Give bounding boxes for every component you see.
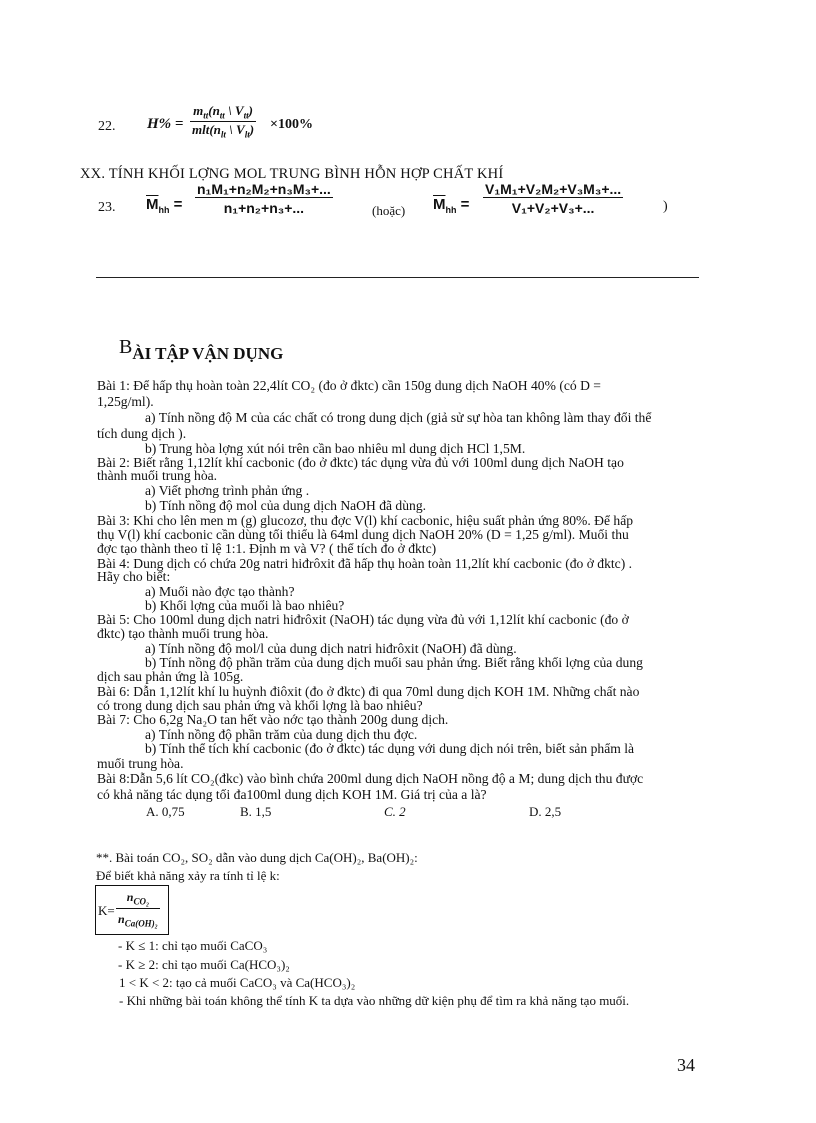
formula-23-close-paren: ) (663, 199, 668, 214)
option-d: D. 2,5 (529, 804, 562, 819)
k-numerator: $n_{CO_2}$ (116, 890, 160, 909)
k-fraction (116, 890, 160, 929)
exercise-line: a) Muối nào đợc tạo thành? (145, 584, 295, 599)
exercise-line: tích dung dịch ). (97, 426, 187, 441)
exercise-heading: BÀI TẬP VẬN DỤNG (119, 336, 284, 363)
exercise-line: thành muối trung hòa. (97, 468, 218, 483)
exercise-line: b) Tính thể tích khí cacbonic (đo ở đktc) tác dụng với dung dịch nói trên, biết sản phẩm là (145, 741, 635, 756)
exercise-line: a) Tính nồng độ mol/l của dung dịch natri hiđrôxit (NaOH) đã dùng. (145, 641, 517, 656)
exercise-line: Bài 4: Dung dịch có chứa 20g natri hiđrôxit đã hấp thụ hoàn toàn 11,2lít khí cacbonic (đo ở đktc) . (97, 556, 633, 571)
exercise-line: b) Tính nồng độ mol của dung dịch NaOH đã dùng. (145, 498, 427, 513)
exercise-line: Bài 7: Cho 6,2g Na₂O tan hết vào nớc tạo thành 200g dung dịch. (97, 712, 449, 727)
formula-22-fraction (190, 103, 256, 139)
exercise-line: thụ V(l) khí cacbonic cần dùng tối thiểu là 64ml dung dịch NaOH 20% (D = 1,25 g/ml). Muối thu (97, 527, 629, 542)
exercise-line: Hãy cho biết: (97, 569, 171, 584)
exercise-line: Bài 6: Dẫn 1,12lít khí lu huỳnh điôxit (đo ở đktc) đi qua 70ml dung dịch KOH 1M. Những chất nào (97, 684, 640, 699)
rule-2: - K ≥ 2: chỉ tạo muối Ca(HCO₃)₂ (118, 957, 290, 972)
exercise-line: b) Khối lợng của muối là bao nhiêu? (145, 598, 345, 613)
exercise-line: b) Tính nồng độ phần trăm của dung dịch muối sau phản ứng. Biết rằng khối lợng của dung (145, 655, 643, 670)
option-a: A. 0,75 (146, 804, 185, 819)
formula-22-lhs: H% = (147, 116, 184, 132)
exercise-line: muối trung hòa. (97, 756, 184, 771)
formula-23-frac1-denominator: n₁+n₂+n₃+... (223, 200, 305, 216)
note-intro: Để biết khả năng xảy ra tính tỉ lệ k: (96, 868, 280, 883)
exercise-line: Bài 8:Dẫn 5,6 lít CO₂(đkc) vào bình chứa 200ml dung dịch NaOH nồng độ a M; dung dịch thu được (97, 771, 644, 786)
formula-22-denominator: $mlt(n_{lt}$ \ $V_{lt}$) (192, 121, 255, 140)
exercise-line: a) Tính nồng độ phần trăm của dung dịch thu đợc. (145, 727, 418, 742)
formula-23-fraction-1 (195, 181, 333, 216)
rule-1: - K ≤ 1: chỉ tạo muối CaCO₃ (118, 938, 268, 953)
formula-23-lhs: $\overline{M}_{hh}$ = (146, 196, 183, 215)
exercise-line: a) Viết phơng trình phản ứng . (145, 483, 310, 498)
section-divider (96, 277, 699, 278)
exercise-line: có trong dung dịch sau phản ứng và khối lợng là bao nhiêu? (97, 698, 423, 713)
exercise-line: đktc) tạo thành muối trung hòa. (97, 626, 269, 641)
option-b: B. 1,5 (240, 804, 272, 819)
exercise-line: Bài 1: Để hấp thụ hoàn toàn 22,4lít CO₂ (đo ở đktc) cần 150g dung dịch NaOH 40% (có D = (97, 378, 601, 393)
k-ratio-box (95, 885, 169, 935)
formula-23-frac2-numerator: V₁M₁+V₂M₂+V₃M₃+... (485, 181, 622, 197)
rule-3: 1 < K < 2: tạo cả muối CaCO₃ và Ca(HCO₃)₂ (119, 975, 356, 990)
formula-22-number: 22. (98, 119, 116, 134)
rule-4: - Khi những bài toán không thể tính K ta dựa vào những dữ kiện phụ để tìm ra khả năng tạo muối. (119, 993, 630, 1008)
formula-22-numerator: $m_{tt}(n_{tt}$ \ $V_{tt}$) (190, 103, 256, 122)
k-denominator: $n_{Ca(OH)_2}$ (118, 912, 158, 929)
exercise-line: Bài 5: Cho 100ml dung dịch natri hiđrôxit (NaOH) tác dụng vừa đủ với 1,12lít khí cacbonic (đo ở (97, 612, 629, 627)
exercise-line: Bài 3: Khi cho lên men m (g) glucozơ, thu đợc V(l) khí cacbonic, hiệu suất phản ứng 80%. Để hấp (97, 513, 634, 528)
formula-23-frac2-denominator: V₁+V₂+V₃+... (511, 200, 595, 216)
exercise-line: có khả năng tác dụng tối đa100ml dung dịch KOH 1M. Giá trị của a là? (97, 787, 487, 802)
exercise-line: b) Trung hòa lợng xút nói trên cần bao nhiêu ml dung dịch HCl 1,5M. (145, 441, 526, 456)
page-number: 34 (677, 1055, 695, 1075)
exercise-line: đợc tạo thành theo tỉ lệ 1:1. Định m và V? ( thể tích đo ở đktc) (97, 541, 437, 556)
formula-23-number: 23. (98, 200, 116, 215)
exercise-line: Bài 2: Biết rằng 1,12lít khí cacbonic (đo ở đktc) tác dụng vừa đủ với 100ml dung dịch NaOH tạo (97, 455, 624, 470)
formula-23-or: (hoặc) (372, 203, 406, 218)
formula-23-lhs-2: $\overline{M}_{hh}$ = (433, 196, 470, 215)
option-c: C. 2 (384, 804, 406, 819)
note-title: **. Bài toán CO₂, SO₂ dẫn vào dung dịch Ca(OH)₂, Ba(OH)₂: (96, 850, 418, 865)
formula-22-times: ×100% (270, 117, 313, 132)
exercise-line: a) Tính nồng độ M của các chất có trong dung dịch (giả sử sự hòa tan không làm thay đổi thể (145, 410, 652, 425)
k-label: K= (98, 903, 115, 918)
exercise-line: dịch sau phản ứng là 105g. (97, 669, 244, 684)
section-xx-heading: XX. TÍNH KHỐI LỢNG MOL TRUNG BÌNH HỖN HỢP CHẤT KHÍ (80, 166, 504, 182)
formula-23-frac1-numerator: n₁M₁+n₂M₂+n₃M₃+... (197, 181, 331, 197)
exercise-line: 1,25g/ml). (97, 394, 154, 409)
formula-23-fraction-2 (483, 181, 623, 216)
